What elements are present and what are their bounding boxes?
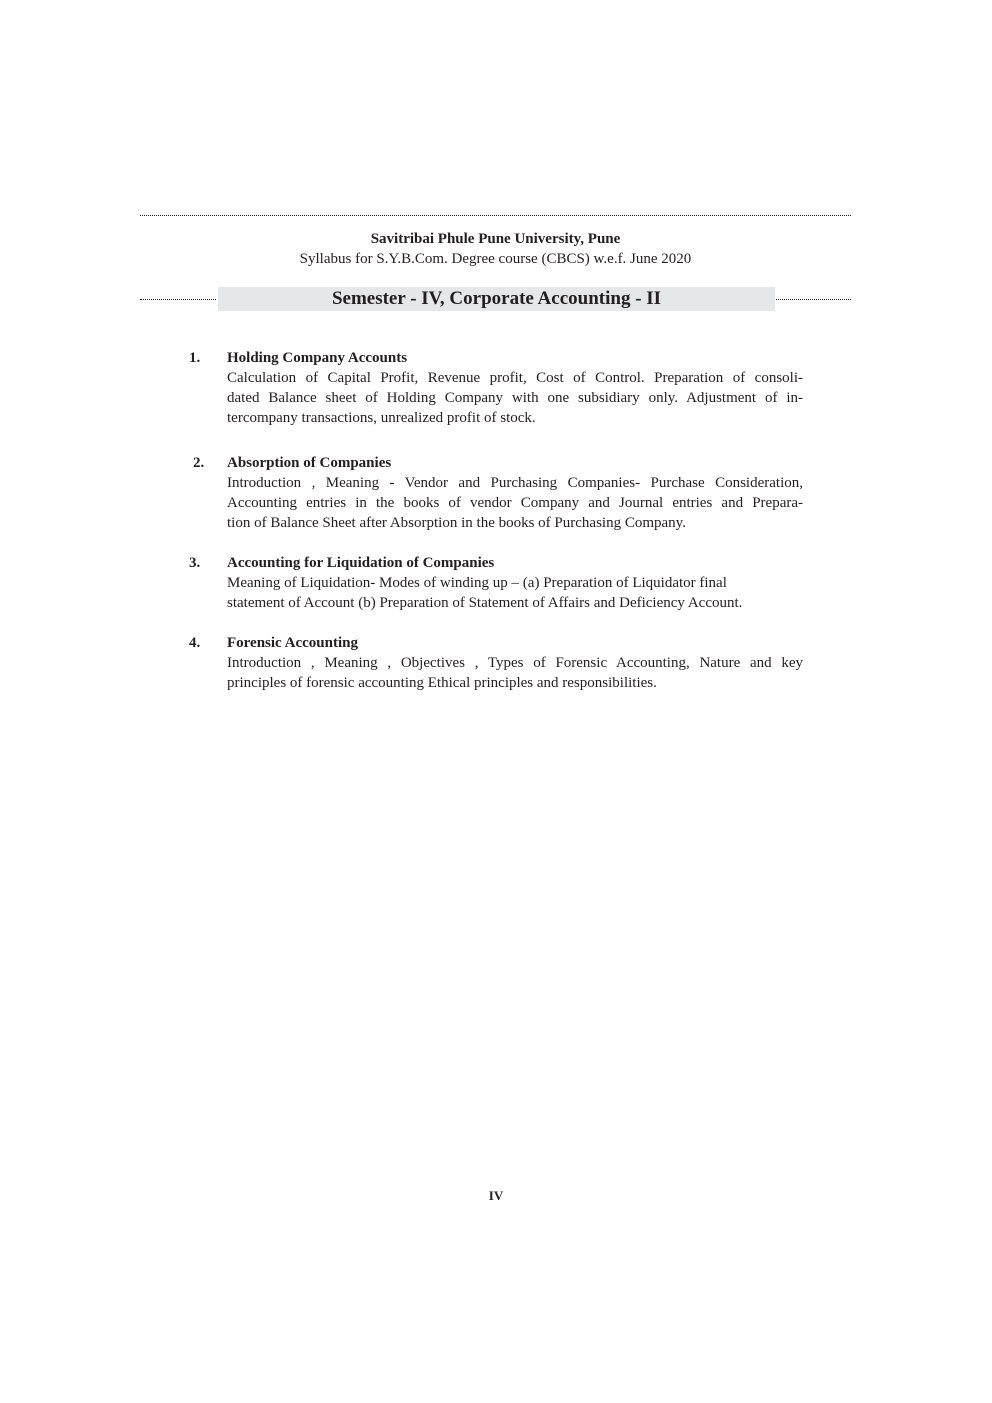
section-number: 4. <box>189 635 201 651</box>
section-description <box>227 653 803 693</box>
left-dotted-rule <box>140 299 216 300</box>
description-line: dated Balance sheet of Holding Company with one subsidiary only. Adjustment of in- <box>227 390 803 406</box>
description-line: tercompany transactions, unrealized profit of stock. <box>227 410 536 426</box>
semester-title-banner: Semester - IV, Corporate Accounting - II <box>218 287 775 311</box>
description-line: statement of Account (b) Preparation of Statement of Affairs and Deficiency Account. <box>227 595 743 611</box>
section-title: Forensic Accounting <box>227 635 358 651</box>
section-title: Absorption of Companies <box>227 455 392 471</box>
section-number: 2. <box>193 455 205 471</box>
section-description <box>227 473 803 533</box>
description-line: Meaning of Liquidation- Modes of winding up – (a) Preparation of Liquidator final <box>227 575 727 591</box>
description-line: principles of forensic accounting Ethical principles and responsibilities. <box>227 675 657 691</box>
section-number: 1. <box>189 350 201 366</box>
section-description <box>227 368 803 428</box>
section-description <box>227 573 803 613</box>
section-title: Accounting for Liquidation of Companies <box>227 555 495 571</box>
description-line: Calculation of Capital Profit, Revenue profit, Cost of Control. Preparation of consoli- <box>227 370 803 386</box>
description-line: tion of Balance Sheet after Absorption in the books of Purchasing Company. <box>227 515 686 531</box>
top-dotted-rule <box>140 215 851 216</box>
syllabus-line: Syllabus for S.Y.B.Com. Degree course (CBCS) w.e.f. June 2020 <box>299 251 692 267</box>
description-line: Accounting entries in the books of vendor Company and Journal entries and Prepara- <box>227 495 803 511</box>
description-line: Introduction , Meaning , Objectives , Types of Forensic Accounting, Nature and key <box>227 655 803 671</box>
section-number: 3. <box>189 555 201 571</box>
right-dotted-rule <box>776 299 851 300</box>
section-title: Holding Company Accounts <box>227 350 408 366</box>
university-name: Savitribai Phule Pune University, Pune <box>370 231 621 247</box>
page-number: IV <box>488 1188 504 1203</box>
description-line: Introduction , Meaning - Vendor and Purchasing Companies- Purchase Consideration, <box>227 475 803 491</box>
